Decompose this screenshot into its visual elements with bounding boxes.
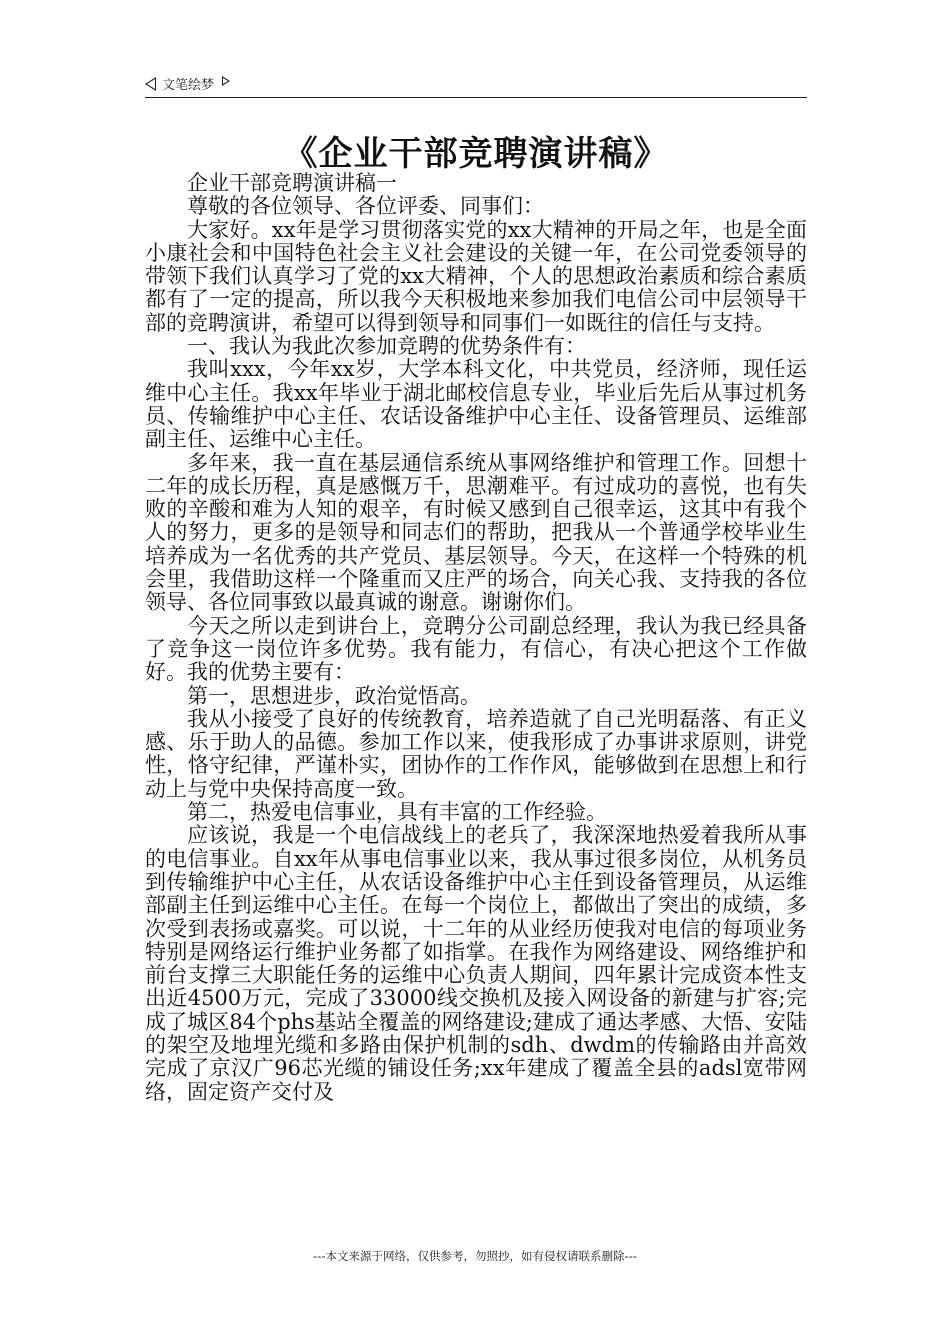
paragraph: 尊敬的各位领导、各位评委、同事们：: [187, 194, 544, 219]
triangle-right-icon: [222, 76, 230, 86]
paragraph: 第二，热爱电信事业，具有丰富的工作经验。: [187, 800, 607, 825]
paragraph: 多年来，我一直在基层通信系统从事网络维护和管理工作。回想十二年的成长历程，真是感慨万千，思潮难平。有过成功的喜悦，也有失败的辛酸和难为人知的艰辛，有时候又感到自己很幸运，这其中有我个人的努力，更多的是领导和同志们的帮助，把我从一个普通学校毕业生培养成为一名优秀的共产党员、基层领导。今天，在这样一个特殊的机会里，我借助这样一个隆重而又庄严的场合，向关心我、支持我的各位领导、各位同事致以最真诚的谢意。谢谢你们。: [145, 450, 807, 615]
paragraph: 第一，思想进步，政治觉悟高。: [187, 683, 481, 708]
paragraph: 一、我认为我此次参加竞聘的优势条件有：: [187, 334, 586, 359]
page-footer-disclaimer: ---本文来源于网络，仅供参考，勿照抄，如有侵权请联系删除---: [313, 1249, 637, 1263]
page-header: [145, 74, 807, 98]
paragraph: 应该说，我是一个电信战线上的老兵了，我深深地热爱着我所从事的电信事业。自xx年从事电信事业以来，我从事过很多岗位，从机务员到传输维护中心主任，从农话设备维护中心主任到设备管理员，从运维部副主任到运维中心主任。在每一个岗位上，都做出了突出的成绩，多次受到表扬或嘉奖。可以说，十二年的从业经历使我对电信的每项业务特别是网络运行维护业务都了如指掌。在我作为网络建设、网络维护和前台支撑三大职能任务的运维中心负责人期间，四年累计完成资本性支出近4500万元，完成了33000线交换机及接入网设备的新建与扩容;完成了城区84个phs基站全覆盖的网络建设;建成了通达孝感、大悟、安陆的架空及地埋光缆和多路由保护机制的sdh、dwdm的传输路由并高效完成了京汉广96芯光缆的铺设任务;xx年建成了覆盖全县的adsl宽带网络，固定资产交付及: [145, 823, 807, 1104]
document-title: 《企业干部竞聘演讲稿》: [283, 134, 669, 174]
paragraph: 今天之所以走到讲台上，竞聘分公司副总经理，我认为我已经具备了竞争这一岗位许多优势。我有能力，有信心，有决心把这个工作做好。我的优势主要有：: [145, 613, 807, 685]
paragraph: 大家好。xx年是学习贯彻落实党的xx大精神的开局之年，也是全面小康社会和中国特色社会主义社会建设的关键一年，在公司党委领导的带领下我们认真学习了党的xx大精神，个人的思想政治素质和综合素质都有了一定的提高，所以我今天积极地来参加我们电信公司中层领导干部的竞聘演讲，希望可以得到领导和同事们一如既往的信任与支持。: [145, 217, 807, 335]
paragraph: 企业干部竞聘演讲稿一: [187, 171, 397, 195]
triangle-left-icon: [145, 77, 156, 91]
paragraph: 我叫xxx，今年xx岁，大学本科文化，中共党员，经济师，现任运维中心主任。我xx年毕业于湖北邮校信息专业，毕业后先后从事过机务员、传输维护中心主任、农话设备维护中心主任、设备管理员、运维部副主任、运维中心主任。: [145, 357, 807, 452]
document-body: [145, 172, 807, 1104]
paragraph: 我从小接受了良好的传统教育，培养造就了自己光明磊落、有正义感、乐于助人的品德。参加工作以来，使我形成了办事讲求原则，讲党性，恪守纪律，严谨朴实，团协作的工作作风，能够做到在思想上和行动上与党中央保持高度一致。: [145, 706, 807, 801]
header-brand-text: 文笔绘梦: [162, 78, 215, 93]
header-brand: [145, 74, 230, 93]
